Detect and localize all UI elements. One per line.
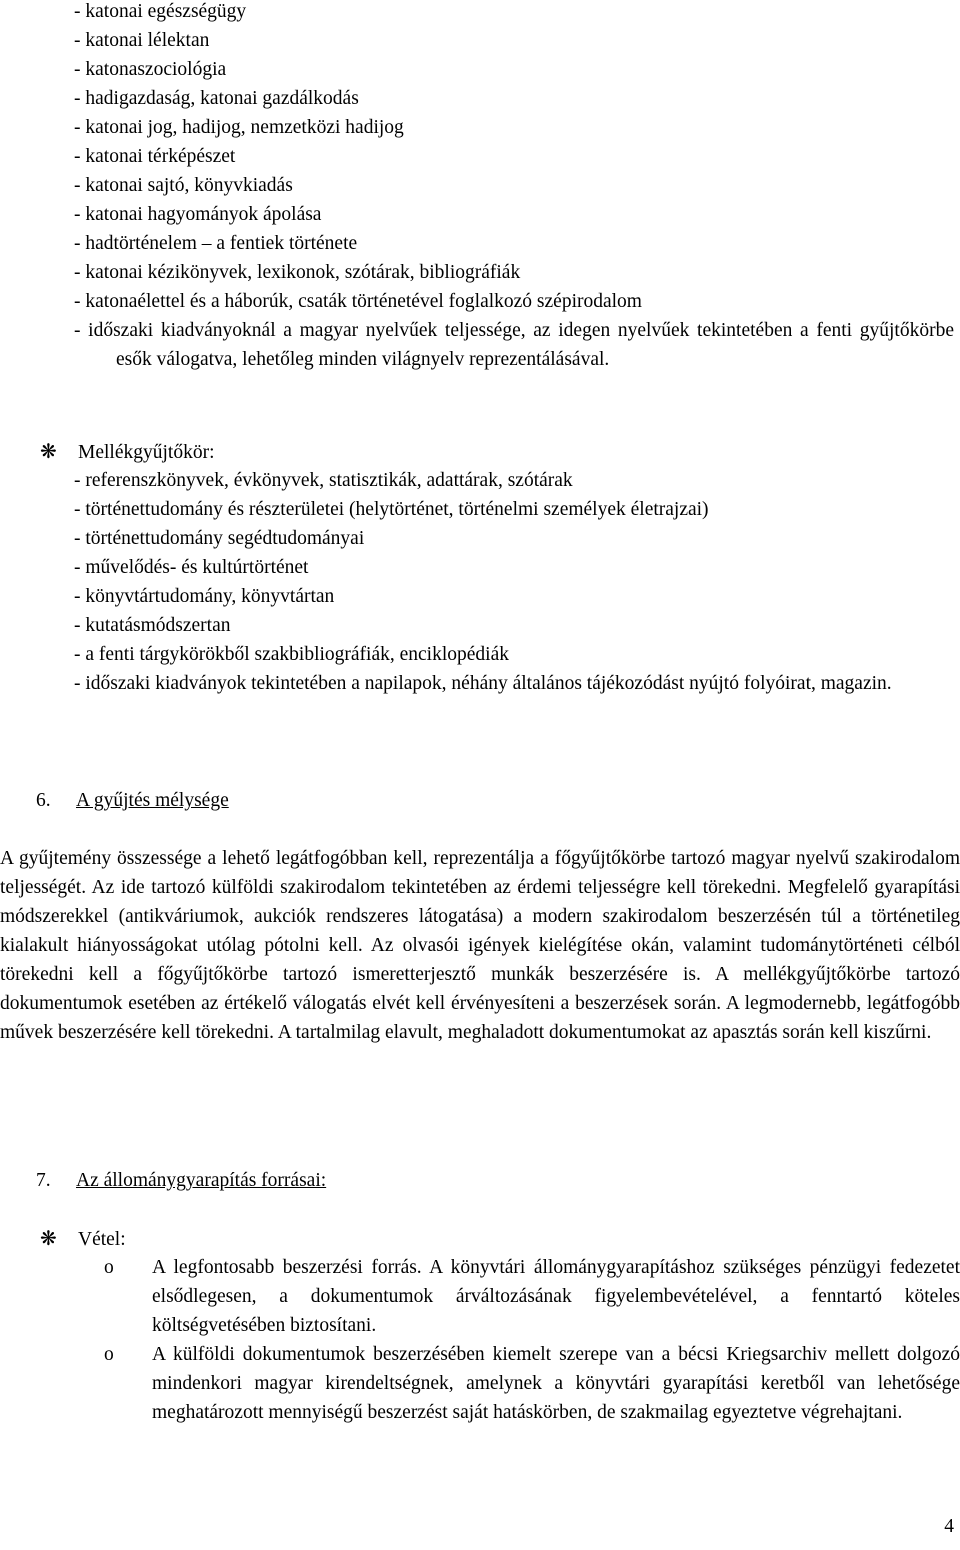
list-item: - referenszkönyvek, évkönyvek, statisztikák, adattárak, szótárak [74,470,573,491]
list-item: - hadigazdaság, katonai gazdálkodás [74,88,359,109]
section-number: 6. [36,790,51,811]
section-6-paragraph: A gyűjtemény összessége a lehető legátfogóbban kell, reprezentálja a főgyűjtőkörbe tartozó magyar nyelvű szakirodalom teljességét. Az ide tartozó külföldi szakirodalom tekintetében az érdemi teljességre kell törekedni. Megfelelő gyarapítási módszerekkel (antikváriumok, aukciók rendszeres látogatása) a modern szakirodalom beszerzésén túl a történetileg kialakult hiányosságokat utólag pótolni kell. Az olvasói igények kielégítése okán, valamint tudománytörténeti célból törekedni kell a főgyűjtőkörbe tartozó ismeretterjesztő munkák beszerzésére is. A mellékgyűjtőkörbe tartozó dokumentumok esetében az értékelő válogatás elvét kell érvényesíteni a beszerzések során. A legmodernebb, legátfogóbb művek beszerzésére kell törekedni. A tartalmilag elavult, meghaladott dokumentumokat az apasztás során kell kiszűrni. [0,848,960,1043]
list-item: - történettudomány és részterületei (helytörténet, történelmi személyek életrajzai) [74,499,709,520]
list-item: - hadtörténelem – a fentiek története [74,233,358,254]
list-item: - művelődés- és kultúrtörténet [74,557,309,578]
circle-bullet-icon: o [104,1344,114,1365]
side-collection-list [74,466,960,698]
circle-bullet-icon: o [104,1257,114,1278]
list-item: - könyvtártudomány, könyvtártan [74,586,335,607]
section-title: A gyűjtés mélysége [76,790,229,811]
list-item-text: A külföldi dokumentumok beszerzésében kiemelt szerepe van a bécsi Kriegsarchiv mellett dolgozó mindenkori magyar kirendeltségnek, amelynek a könyvtári gyarapítási keretből van lehetősége meghatározott mennyiségű beszerzést saját hatáskörben, de szakmailag egyeztetve végrehajtani. [152,1344,960,1423]
list-item: - időszaki kiadványoknál a magyar nyelvűek teljessége, az idegen nyelvűek tekintetében a fenti gyűjtőkörbe esők válogatva, lehetőleg minden világnyelv reprezentálásával. [74,320,954,370]
section-number: 7. [36,1170,51,1191]
main-collection-list [74,0,954,374]
list-item: - katonai egészségügy [74,1,247,22]
side-collection-title: Mellékgyűjtőkör: [78,442,215,463]
section-title: Az állománygyarapítás forrásai: [76,1170,327,1191]
list-item: - katonaélettel és a háborúk, csaták történetével foglalkozó szépirodalom [74,291,642,312]
list-item [104,1253,960,1340]
list-item: - katonai jog, hadijog, nemzetközi hadijog [74,117,404,138]
list-item: - történettudomány segédtudományai [74,528,365,549]
list-item: - katonaszociológia [74,59,227,80]
list-item-text: A legfontosabb beszerzési forrás. A könyvtári állománygyarapításhoz szükséges pénzügyi fedezetet elsődlegesen, a dokumentumok árváltozásának figyelembevételével, a fenntartó köteles költségvetésében biztosítani. [152,1257,960,1336]
purchase-heading [40,1224,640,1254]
list-item: - katonai sajtó, könyvkiadás [74,175,293,196]
list-item: - katonai lélektan [74,30,210,51]
list-item: - a fenti tárgykörökből szakbibliográfiák, enciklopédiák [74,644,509,665]
purchase-list [104,1253,960,1427]
section-7-heading [36,1166,326,1195]
list-item [104,1340,960,1427]
list-item: - kutatásmódszertan [74,615,231,636]
list-item: - katonai hagyományok ápolása [74,204,322,225]
side-collection-heading [40,437,640,467]
page-number: 4 [944,1516,954,1537]
list-item: - katonai térképészet [74,146,236,167]
list-item: - időszaki kiadványok tekintetében a napilapok, néhány általános tájékozódást nyújtó folyóirat, magazin. [74,673,892,694]
list-item: - katonai kézikönyvek, lexikonok, szótárak, bibliográfiák [74,262,521,283]
section-6-heading [36,786,229,815]
purchase-title: Vétel: [78,1229,126,1250]
star-bullet-icon: ❋ [40,1226,57,1250]
star-bullet-icon: ❋ [40,439,57,463]
